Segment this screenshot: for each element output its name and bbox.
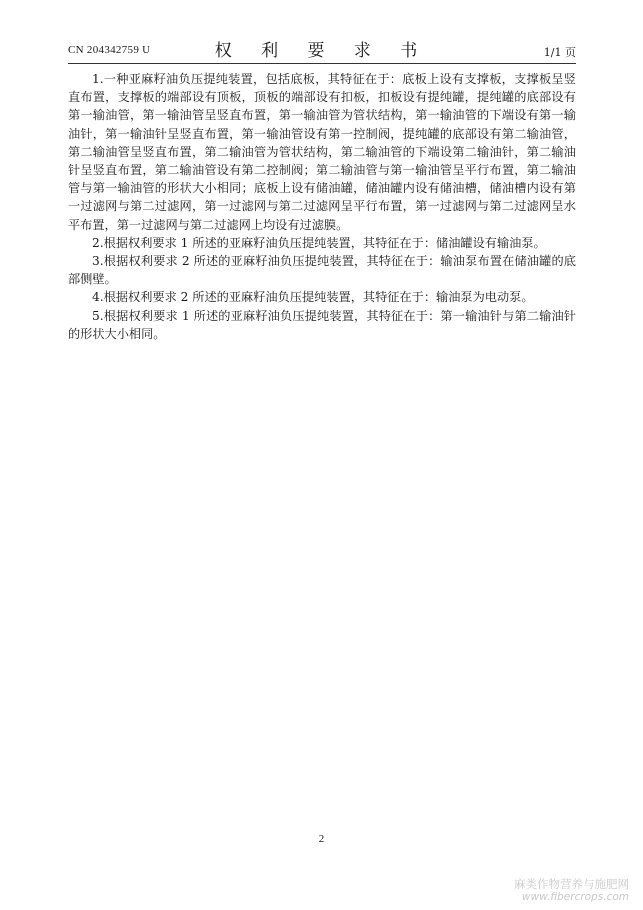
claim-4: 4.根据权利要求 2 所述的亚麻籽油负压提纯装置，其特征在于：输油泵为电动泵。 [92,290,534,305]
claims-body [68,70,576,343]
site-watermark [514,878,629,904]
page-header [68,36,576,62]
document-title: 权 利 要 求 书 [214,41,430,61]
watermark-url: www.fibercrops.com [521,891,629,903]
page-number: 2 [318,833,325,845]
publication-number: CN 204342759 U [68,44,151,56]
watermark-site-name: 麻类作物营养与施肥网 [514,877,629,891]
claim-1: 1.一种亚麻籽油负压提纯装置，包括底板，其特征在于：底板上设有支撑板，支撑板呈竖直布置，支撑板的端部设有顶板，顶板的端部设有扣板，扣板设有提纯罐，提纯罐的底部设有第一输油管，第一输油管呈竖直布置，第一输油管为管状结构，第一输油管的下端设有第一输油针，第一输油针呈竖直布置，第一输油管设有第一控制阀，提纯罐的底部设有第二输油管，第二输油管呈竖直布置，第二输油管为管状结构，第二输油管的下端设第二输油针，第二输油针呈竖直布置，第二输油管设有第二控制阀；第二输油管与第一输油管呈平行布置，第二输油管与第一输油管的形状大小相同；底板上设有储油罐，储油罐内设有储油槽，储油槽内设有第一过滤网与第二过滤网，第一过滤网与第二过滤网呈平行布置，第一过滤网与第二过滤网呈水平布置，第一过滤网与第二过滤网上均设有过滤膜。 [68,72,576,232]
page-count: 1/1 页 [543,46,576,59]
header-divider [68,63,576,64]
claim-3: 3.根据权利要求 2 所述的亚麻籽油负压提纯装置，其特征在于：输油泵布置在储油罐的底部侧壁。 [68,254,576,287]
claim-5: 5.根据权利要求 1 所述的亚麻籽油负压提纯装置，其特征在于：第一输油针与第二输油针的形状大小相同。 [68,308,576,341]
claim-2: 2.根据权利要求 1 所述的亚麻籽油负压提纯装置，其特征在于：储油罐设有输油泵。 [92,235,546,250]
